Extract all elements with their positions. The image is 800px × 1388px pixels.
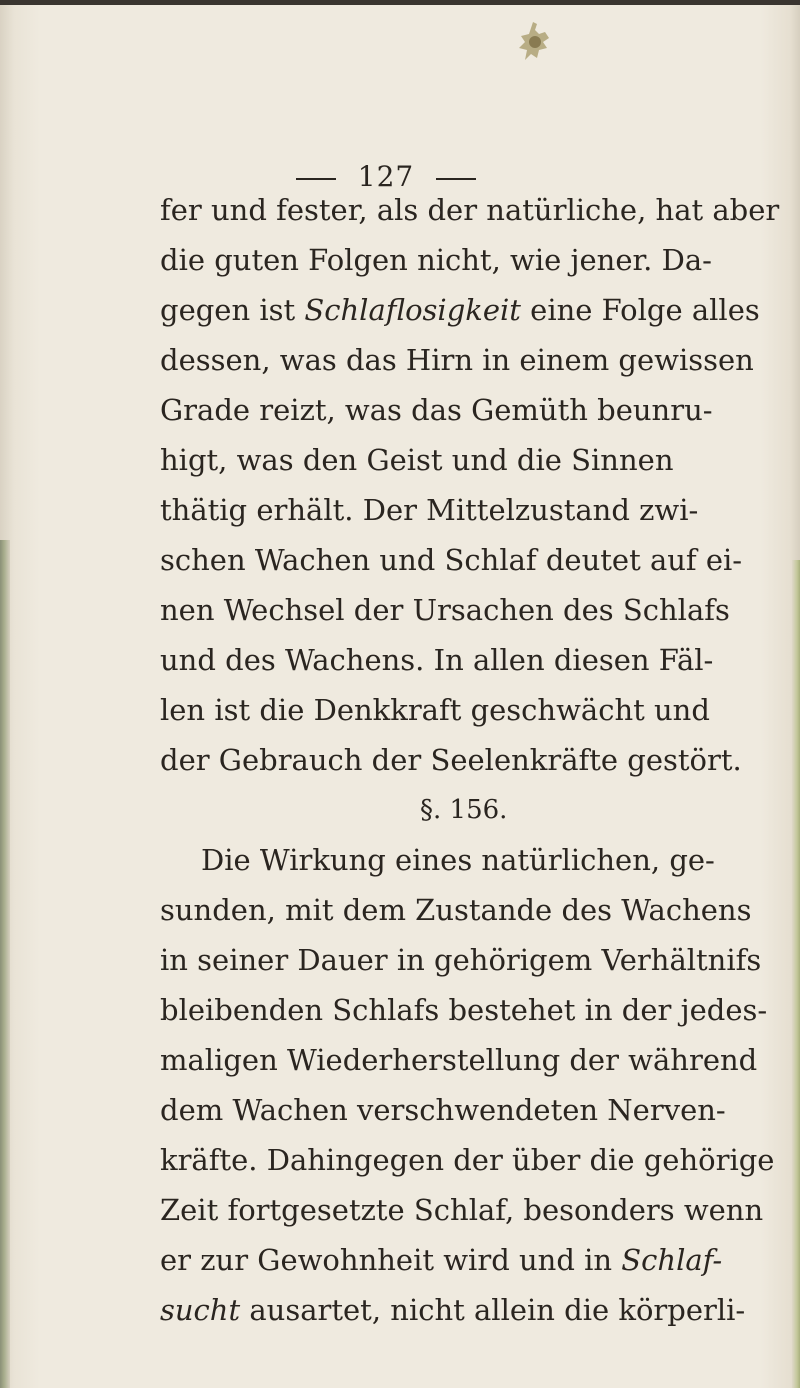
text-segment: gegen ist	[160, 293, 296, 327]
right-binding-stain	[792, 560, 800, 1388]
section-heading: §. 156.	[420, 795, 508, 825]
text-line: Die Wirkung eines natürlichen, ge-	[201, 843, 715, 877]
page-number: 127	[357, 160, 415, 193]
text-line: Zeit fortgesetzte Schlaf, besonders wenn	[160, 1193, 764, 1227]
text-line: bleibenden Schlafs bestehet in der jedes-	[160, 993, 768, 1027]
text-line	[160, 290, 760, 330]
text-line: in seiner Dauer in gehörigem Verhältnifs	[160, 943, 762, 977]
text-line: nen Wechsel der Ursachen des Schlafs	[160, 593, 730, 627]
text-line: die guten Folgen nicht, wie jener. Da-	[160, 243, 712, 277]
text-line: maligen Wiederherstellung der während	[160, 1043, 758, 1077]
text-line: schen Wachen und Schlaf deutet auf ei-	[160, 543, 743, 577]
text-line: kräfte. Dahingegen der über die gehörige	[160, 1143, 775, 1177]
header-dash-left	[296, 178, 336, 180]
left-binding-stain	[0, 540, 10, 1388]
ink-blot	[515, 20, 555, 68]
header-dash-right	[436, 178, 476, 180]
text-line: sunden, mit dem Zustande des Wachens	[160, 893, 752, 927]
text-line	[160, 1290, 745, 1330]
top-edge-rule	[0, 0, 800, 5]
emphasis-term: Schlaflosigkeit	[304, 293, 521, 327]
text-line: der Gebrauch der Seelenkräfte gestört.	[160, 743, 742, 777]
text-line	[160, 1240, 722, 1280]
text-line: und des Wachens. In allen diesen Fäl-	[160, 643, 714, 677]
text-segment: ausartet, nicht allein die körperli-	[249, 1293, 746, 1327]
text-segment: eine Folge alles	[530, 293, 760, 327]
text-segment: er zur Gewohnheit wird und in	[160, 1243, 613, 1277]
text-line: len ist die Denkkraft geschwächt und	[160, 693, 710, 727]
page-header	[0, 160, 786, 193]
text-line: dessen, was das Hirn in einem gewissen	[160, 343, 754, 377]
text-line: Grade reizt, was das Gemüth beunru-	[160, 393, 713, 427]
text-line: thätig erhält. Der Mittelzustand zwi-	[160, 493, 699, 527]
emphasis-term: Schlaf-	[621, 1243, 723, 1277]
text-line: fer und fester, als der natürliche, hat aber	[160, 193, 780, 227]
emphasis-term: sucht	[160, 1293, 241, 1327]
text-line: higt, was den Geist und die Sinnen	[160, 443, 674, 477]
text-line: dem Wachen verschwendeten Nerven-	[160, 1093, 726, 1127]
